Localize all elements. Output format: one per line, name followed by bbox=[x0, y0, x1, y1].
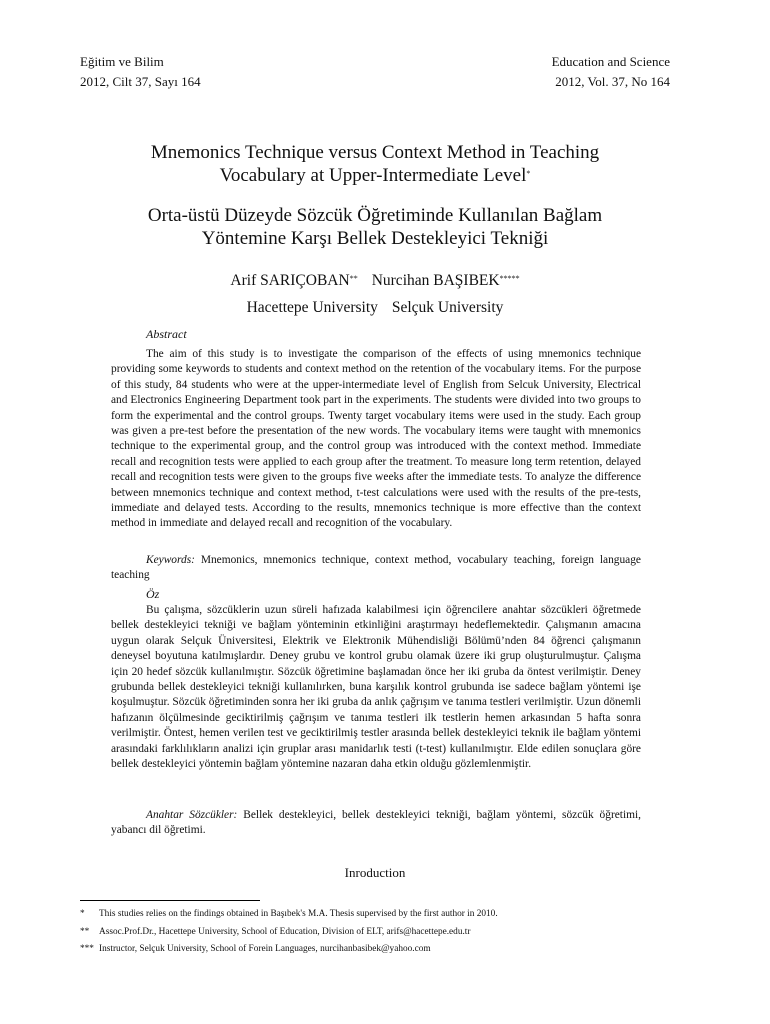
author1-footnote-mark[interactable]: ** bbox=[349, 274, 358, 283]
anahtar-sozcukler-label: Anahtar Sözcükler: bbox=[146, 809, 238, 821]
title-tr-line1: Orta-üstü Düzeyde Sözcük Öğretiminde Kullanılan Bağlam bbox=[147, 205, 603, 226]
abstract-body bbox=[111, 347, 641, 532]
title-footnote-mark[interactable]: * bbox=[526, 169, 531, 178]
abstract-label: Abstract bbox=[146, 327, 187, 341]
anahtar-sozcukler-text: Bellek destekleyici, bellek destekleyici tekniği, bağlam yöntemi, sözcük öğretimi, yabancı dil öğretimi. bbox=[111, 809, 641, 837]
running-header-right bbox=[552, 52, 670, 92]
footnote-divider bbox=[80, 900, 260, 901]
footnote-2-mark: ** bbox=[80, 927, 90, 937]
footnote-1 bbox=[80, 908, 498, 921]
running-header-left bbox=[80, 52, 201, 92]
oz-text: Bu çalışma, sözcüklerin uzun süreli hafızada kalabilmesi için öğrencilere anahtar sözcükleri öğretmede bellek destekleyici tekniği ve bağlam yönteminin etkinliğini araştırmayı hedeflemektedir. Çalışmanın amacına uygun olarak Selçuk Üniversitesi, Elektrik ve Elektronik Mühendisliği Bölümü’nden 84 öğrenci çalışmanın deneysel boyutuna katılmışlardır. Deney grubu ve kontrol grubu olamak üzere iki grup oluşturulmuştur. Çalışma için 20 hedef sözcük kullanılmıştır. Sözcük öğretimine başlamadan önce her iki gruba da öntest verilmiştir. Deney grubunda bellek destekleyici tekniği kullanılırken, buna karşılık kontrol grubunda ise sadece bağlam yöntemi işe koşulmuştur. Sözcük öğretiminden sonra her iki gruba da anlık çağrışım ve tanıma testleri verilmiştir. Uzun dönemli hafızanın ölçülmesinde geciktirilmiş çağrışım ve tanıma testleri ilk testlerin hemen arkasından 5 hafta sonra verilmiştir. Öntest, hemen verilen test ve geciktirilmiş testler arasında bellek destekleyici teknik ile bağlam yöntemi arasındaki farklılıkların analizi için gruplar arası manidarlık testi (t-test) kullanılmıştır. Elde edilen sonuçlara göre bellek destekleyici yöntemin bağlam yöntemine nazaran daha etkin olduğu gözlemlenmiştir. bbox=[111, 604, 641, 771]
title-en-line2: Vocabulary at Upper-Intermediate Level bbox=[219, 165, 527, 186]
keywords-text: Mnemonics, mnemonics technique, context method, vocabulary teaching, foreign language teaching bbox=[111, 554, 641, 582]
author-name-1: Arif SARIÇOBAN bbox=[230, 272, 350, 289]
section-heading-introduction: Inroduction bbox=[344, 865, 406, 880]
title-en-line1: Mnemonics Technique versus Context Method in Teaching bbox=[150, 142, 600, 163]
anahtar-sozcukler-paragraph bbox=[111, 808, 641, 839]
footnote-1-text: This studies relies on the findings obtained in Başıbek's M.A. Thesis supervised by the first author in 2010. bbox=[99, 909, 498, 919]
journal-name-en: Education and Science bbox=[551, 54, 670, 69]
oz-body bbox=[111, 603, 641, 772]
footnote-3 bbox=[80, 943, 431, 956]
footnote-1-mark: * bbox=[80, 909, 85, 919]
footnote-3-text: Instructor, Selçuk University, School of Forein Languages, nurcihanbasibek@yahoo.com bbox=[99, 944, 431, 954]
author-name-2: Nurcihan BAŞIBEK bbox=[371, 272, 500, 289]
paper-title-turkish bbox=[60, 204, 690, 250]
footnote-2-text: Assoc.Prof.Dr., Hacettepe University, School of Education, Division of ELT, arifs@hacettepe.edu.tr bbox=[99, 927, 471, 937]
journal-name-tr: Eğitim ve Bilim bbox=[80, 54, 164, 69]
author2-footnote-mark[interactable]: ***** bbox=[499, 274, 520, 283]
affiliation-2: Selçuk University bbox=[391, 299, 504, 316]
volume-info-en: 2012, Vol. 37, No 164 bbox=[555, 74, 670, 89]
title-tr-line2: Yöntemine Karşı Bellek Destekleyici Tekniği bbox=[201, 228, 549, 249]
oz-label: Öz bbox=[146, 587, 160, 601]
footnote-2 bbox=[80, 926, 470, 939]
affiliation-1: Hacettepe University bbox=[246, 299, 378, 316]
volume-info-tr: 2012, Cilt 37, Sayı 164 bbox=[80, 74, 201, 89]
author-block bbox=[60, 270, 690, 319]
abstract-text: The aim of this study is to investigate the comparison of the effects of using mnemonics technique providing some keywords to students and context method on the retention of the vocabulary items. For the purpose of this study, 84 students who were at the upper-intermediate level of English from Selcuk University, Electrical and Electronics Engineering Department took part in the experiments. The students were divided into two groups to form the experimental and the control groups. Twenty target vocabulary items were used in the study. Each group was given a pre-test before the presentation of the new words. The vocabulary items were taught with mnemonics technique to the experimental group, and the control group was introduced with the context method. Immediate recall and recognition tests were applied to each group after the treatment. To measure long term retention, delayed recall and recognition tests were given to the groups five weeks after the immediate tests. To analyze the difference between mnemonics technique and context method, t-test calculations were used with the results of the pre-tests, immediate and delayed tests. According to the results, mnemonics technique is more effective than the context method in immediate and delayed recall and recognition of the vocabulary. bbox=[111, 348, 641, 530]
keywords-paragraph bbox=[111, 553, 641, 584]
footnote-3-mark: *** bbox=[80, 944, 94, 954]
keywords-label: Keywords: bbox=[146, 554, 195, 566]
paper-title-english bbox=[60, 141, 690, 187]
